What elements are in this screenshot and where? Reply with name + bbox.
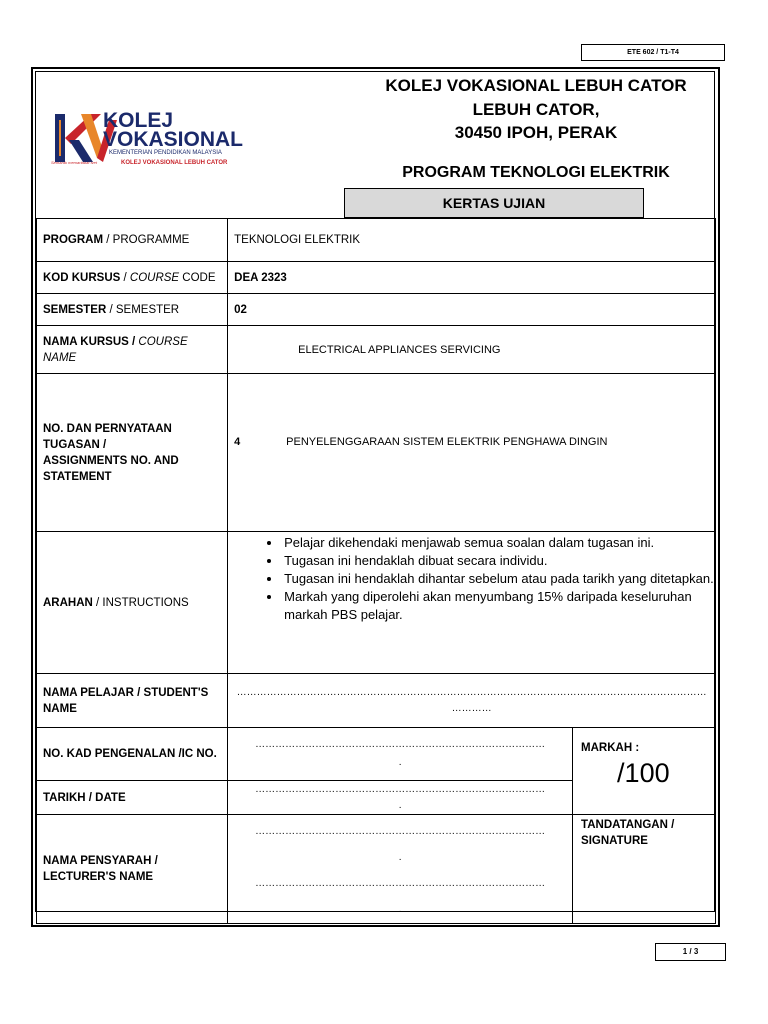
course-name-value: ELECTRICAL APPLIANCES SERVICING: [228, 326, 716, 374]
logo-text-vokasional: VOKASIONAL: [103, 128, 244, 151]
ic-field[interactable]: …………………………………………………………………………… .: [228, 728, 573, 781]
row-semester: [37, 294, 716, 326]
lecturer-label: NAMA PENSYARAH / LECTURER'S NAME: [37, 815, 228, 924]
row-ic: [37, 728, 716, 781]
assignment-label: NO. DAN PERNYATAAN TUGASAN / ASSIGNMENTS NO. AND STATEMENT: [37, 374, 228, 532]
college-name: KOLEJ VOKASIONAL LEBUH CATOR: [385, 76, 687, 95]
marks-box: [573, 728, 716, 815]
logo-tagline: Semarak memartabat tvet: [51, 160, 98, 165]
logo-ministry: KEMENTERIAN PENDIDIKAN MALAYSIA: [109, 150, 222, 156]
semester-label: SEMESTER / SEMESTER: [37, 294, 228, 326]
program-title: PROGRAM TEKNOLOGI ELEKTRIK: [402, 164, 670, 181]
address-line-2: 30450 IPOH, PERAK: [454, 123, 618, 142]
ic-label: NO. KAD PENGENALAN /IC NO.: [37, 728, 228, 781]
semester-value: 02: [228, 294, 716, 326]
program-label: PROGRAM / PROGRAMME: [37, 219, 228, 262]
form-container: [35, 71, 715, 915]
marks-label: MARKAH :: [581, 742, 640, 754]
student-name-field[interactable]: …………………………………………………………………………………………………………………………… …………: [228, 674, 716, 728]
date-field[interactable]: …………………………………………………………………………… .: [228, 781, 573, 815]
instruction-item: • Tugasan ini hendaklah dibuat secara individu.: [282, 552, 715, 570]
info-table: [36, 218, 716, 924]
instructions-list: [228, 532, 716, 674]
assignment-statement: PENYELENGGARAAN SISTEM ELEKTRIK PENGHAWA DINGIN: [286, 436, 608, 448]
row-course-code: [37, 262, 716, 294]
row-assignment: [37, 374, 716, 532]
instruction-item: • Pelajar dikehendaki menjawab semua soalan dalam tugasan ini.: [282, 534, 715, 552]
college-logo: [51, 110, 281, 172]
address-line-1: LEBUH CATOR,: [472, 100, 600, 119]
marks-value: /100: [617, 758, 670, 788]
document-code: ETE 602 / T1-T4: [581, 44, 725, 61]
row-instructions: [37, 532, 716, 674]
signature-box: [573, 815, 716, 924]
logo-college-name: KOLEJ VOKASIONAL LEBUH CATOR: [121, 160, 228, 166]
signature-label: TANDATANGAN / SIGNATURE: [581, 819, 675, 847]
date-label: TARIKH / DATE: [37, 781, 228, 815]
lecturer-field[interactable]: …………………………………………………………………………… . …………………………………………………………………………… .: [228, 815, 573, 924]
course-name-label: NAMA KURSUS / COURSE NAME: [37, 326, 228, 374]
course-code-label: KOD KURSUS / COURSE CODE: [37, 262, 228, 294]
paper-type-banner: KERTAS UJIAN: [344, 188, 644, 218]
page-number: 1 / 3: [655, 943, 726, 961]
instruction-trailing: markah PBS pelajar.: [284, 607, 403, 622]
instruction-item: • Markah yang diperolehi akan menyumbang 15% daripada keseluruhan: [282, 588, 715, 606]
row-course-name: [37, 326, 716, 374]
row-lecturer: [37, 815, 716, 924]
course-code-value: DEA 2323: [228, 262, 716, 294]
assignment-value: [228, 374, 716, 532]
instruction-item: • Tugasan ini hendaklah dihantar sebelum atau pada tarikh yang ditetapkan.: [282, 570, 715, 588]
row-student-name: [37, 674, 716, 728]
logo-text-kolej: KOLEJ: [103, 109, 174, 132]
assignment-number: 4: [234, 436, 241, 448]
student-name-label: NAMA PELAJAR / STUDENT'S NAME: [37, 674, 228, 728]
program-value: TEKNOLOGI ELEKTRIK: [228, 219, 716, 262]
instructions-label: ARAHAN / INSTRUCTIONS: [37, 532, 228, 674]
row-program: [37, 219, 716, 262]
